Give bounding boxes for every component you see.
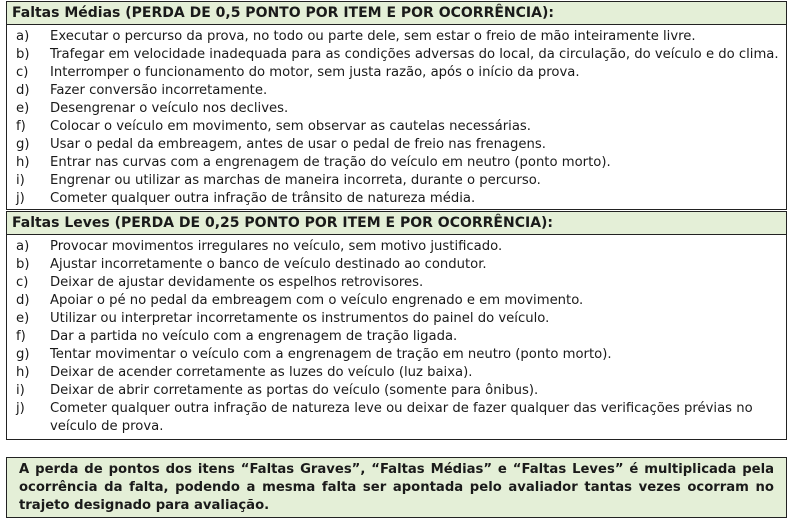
item-text: Cometer qualquer outra infração de natureza leve ou deixar de fazer qualquer das verificações prévias no veículo de prova. [50,401,753,434]
item-letter: j) [16,401,25,416]
item-letter: c) [16,65,29,80]
item-letter: f) [16,119,26,134]
list-item [7,292,786,310]
list-item [7,400,786,436]
list-item [7,64,786,82]
list-item [7,100,786,118]
list-item [7,274,786,292]
list-item [7,256,786,274]
item-letter: b) [16,257,30,272]
item-text: Engrenar ou utilizar as marchas de maneira incorreta, durante o percurso. [50,173,541,188]
item-letter: f) [16,329,26,344]
list-item [7,82,786,100]
multiplication-note: A perda de pontos dos itens “Faltas Graves”, “Faltas Médias” e “Faltas Leves” é multiplicada pela ocorrência da falta, podendo a mesma falta ser apontada pelo avaliador tantas vezes ocorram no trajeto designado para avaliação. [6,457,787,518]
list-item [7,328,786,346]
item-text: Deixar de ajustar devidamente os espelhos retrovisores. [50,275,424,290]
item-letter: h) [16,365,30,380]
item-letter: e) [16,101,30,116]
faltas-leves-box [6,211,787,440]
faltas-medias-box [6,1,787,210]
item-text: Interromper o funcionamento do motor, sem justa razão, após o início da prova. [50,65,580,80]
item-text: Trafegar em velocidade inadequada para as condições adversas do local, da circulação, do veículo e do clima. [50,47,779,62]
faltas-leves-list [7,235,786,436]
item-text: Executar o percurso da prova, no todo ou parte dele, sem estar o freio de mão inteiramente livre. [50,29,696,44]
item-text: Deixar de acender corretamente as luzes do veículo (luz baixa). [50,365,473,380]
item-text: Colocar o veículo em movimento, sem observar as cautelas necessárias. [50,119,531,134]
item-text: Dar a partida no veículo com a engrenagem de tração ligada. [50,329,458,344]
list-item [7,190,786,208]
list-item [7,382,786,400]
item-letter: d) [16,83,30,98]
list-item [7,118,786,136]
item-letter: b) [16,47,30,62]
item-text: Deixar de abrir corretamente as portas do veículo (somente para ônibus). [50,383,539,398]
list-item [7,310,786,328]
item-letter: g) [16,137,30,152]
item-text: Fazer conversão incorretamente. [50,83,268,98]
item-letter: h) [16,155,30,170]
item-text: Desengrenar o veículo nos declives. [50,101,289,116]
item-letter: g) [16,347,30,362]
list-item [7,154,786,172]
faltas-medias-list [7,25,786,208]
item-letter: e) [16,311,30,326]
item-letter: d) [16,293,30,308]
item-letter: j) [16,191,25,206]
item-letter: i) [16,173,25,188]
item-text: Utilizar ou interpretar incorretamente os instrumentos do painel do veículo. [50,311,550,326]
list-item [7,346,786,364]
list-item [7,364,786,382]
item-letter: i) [16,383,25,398]
item-text: Cometer qualquer outra infração de trânsito de natureza média. [50,191,476,206]
item-letter: a) [16,29,30,44]
list-item [7,28,786,46]
item-letter: a) [16,239,30,254]
list-item [7,238,786,256]
faltas-medias-title: Faltas Médias (PERDA DE 0,5 PONTO POR ITEM E POR OCORRÊNCIA): [7,2,786,25]
item-text: Provocar movimentos irregulares no veículo, sem motivo justificado. [50,239,503,254]
faltas-leves-title: Faltas Leves (PERDA DE 0,25 PONTO POR ITEM E POR OCORRÊNCIA): [7,212,786,235]
item-text: Ajustar incorretamente o banco de veículo destinado ao condutor. [50,257,487,272]
item-letter: c) [16,275,29,290]
item-text: Tentar movimentar o veículo com a engrenagem de tração em neutro (ponto morto). [50,347,612,362]
item-text: Usar o pedal da embreagem, antes de usar o pedal de freio nas frenagens. [50,137,546,152]
list-item [7,136,786,154]
item-text: Entrar nas curvas com a engrenagem de tração do veículo em neutro (ponto morto). [50,155,611,170]
item-text: Apoiar o pé no pedal da embreagem com o veículo engrenado e em movimento. [50,293,584,308]
list-item [7,172,786,190]
list-item [7,46,786,64]
